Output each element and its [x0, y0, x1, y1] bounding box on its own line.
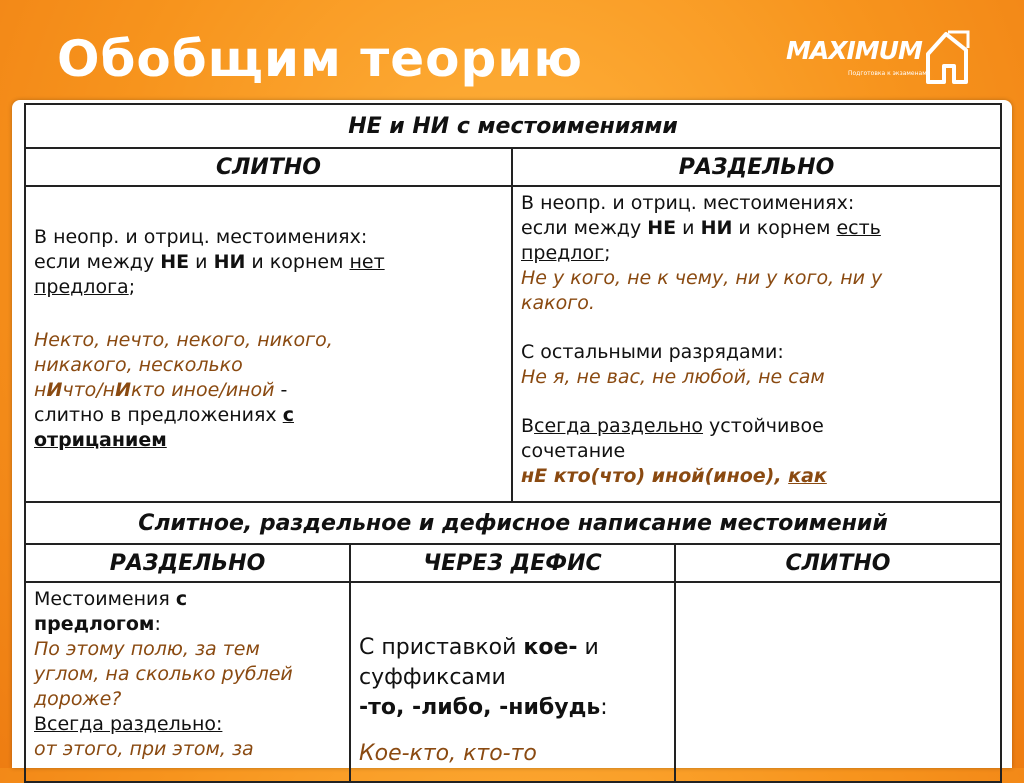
slitno-rule-cell: [25, 186, 512, 502]
table1-title: НЕ и НИ с местоимениями: [25, 104, 1001, 148]
rule-line: Местоимения с: [34, 588, 188, 610]
example-line: никакого, несколько: [34, 354, 243, 376]
slide-title: Обобщим теорию: [57, 30, 583, 88]
rule-line: С приставкой кое- и: [359, 635, 599, 660]
slitno-pronoun-cell: [675, 582, 1001, 782]
house-logo-icon: [924, 28, 970, 84]
razdelno-rule-cell: [512, 186, 1001, 502]
logo-tagline: Подготовка к экзаменам: [848, 70, 927, 77]
defis-pronoun-cell: [350, 582, 675, 782]
table2-title: Слитное, раздельное и дефисное написание местоимений: [25, 502, 1001, 544]
example-line: Не я, не вас, не любой, не сам: [521, 366, 825, 388]
column-header-razdelno: РАЗДЕЛЬНО: [512, 148, 1001, 186]
example-line: Некто, нечто, некого, никого,: [34, 329, 333, 351]
example-line: нИчто/нИкто иное/иной -: [34, 379, 288, 401]
example-line: какого.: [521, 292, 595, 314]
rule-line: предлогом:: [34, 613, 161, 635]
column-header-razdelno-2: РАЗДЕЛЬНО: [25, 544, 350, 582]
razdelno-pronoun-cell: [25, 582, 350, 782]
example-line: Кое-кто, кто-то: [359, 741, 537, 766]
rule-line: В неопр. и отриц. местоимениях:: [34, 226, 368, 248]
rule-line: Всегда раздельно:: [34, 713, 223, 735]
column-header-slitno: СЛИТНО: [25, 148, 512, 186]
rule-line: сочетание: [521, 440, 626, 462]
example-line: По этому полю, за тем: [34, 638, 260, 660]
rule-line: Всегда раздельно устойчивое: [521, 415, 824, 437]
logo-text: MAXIMUM: [786, 36, 922, 65]
rule-line: предлога;: [34, 276, 136, 298]
rule-line: отрицанием: [34, 429, 167, 451]
column-header-slitno-2: СЛИТНО: [675, 544, 1001, 582]
rule-line: если между НЕ и НИ и корнем нет: [34, 251, 385, 273]
rule-line: слитно в предложениях с: [34, 404, 294, 426]
maximum-logo: [786, 28, 976, 86]
example-line: углом, на сколько рублей: [34, 663, 293, 685]
pronoun-rules-table: [24, 103, 1002, 783]
column-header-defis: ЧЕРЕЗ ДЕФИС: [350, 544, 675, 582]
rule-line: С остальными разрядами:: [521, 341, 784, 363]
rule-line: суффиксами: [359, 665, 506, 690]
rule-line: -то, -либо, -нибудь:: [359, 695, 608, 720]
rule-line: если между НЕ и НИ и корнем есть: [521, 217, 881, 239]
example-line: от этого, при этом, за: [34, 738, 254, 760]
example-line: нЕ кто(что) иной(иное), как: [521, 465, 827, 487]
example-line: Не у кого, не к чему, ни у кого, ни у: [521, 267, 883, 289]
rule-line: В неопр. и отриц. местоимениях:: [521, 192, 855, 214]
rule-line: предлог;: [521, 242, 611, 264]
example-line: дороже?: [34, 688, 122, 710]
